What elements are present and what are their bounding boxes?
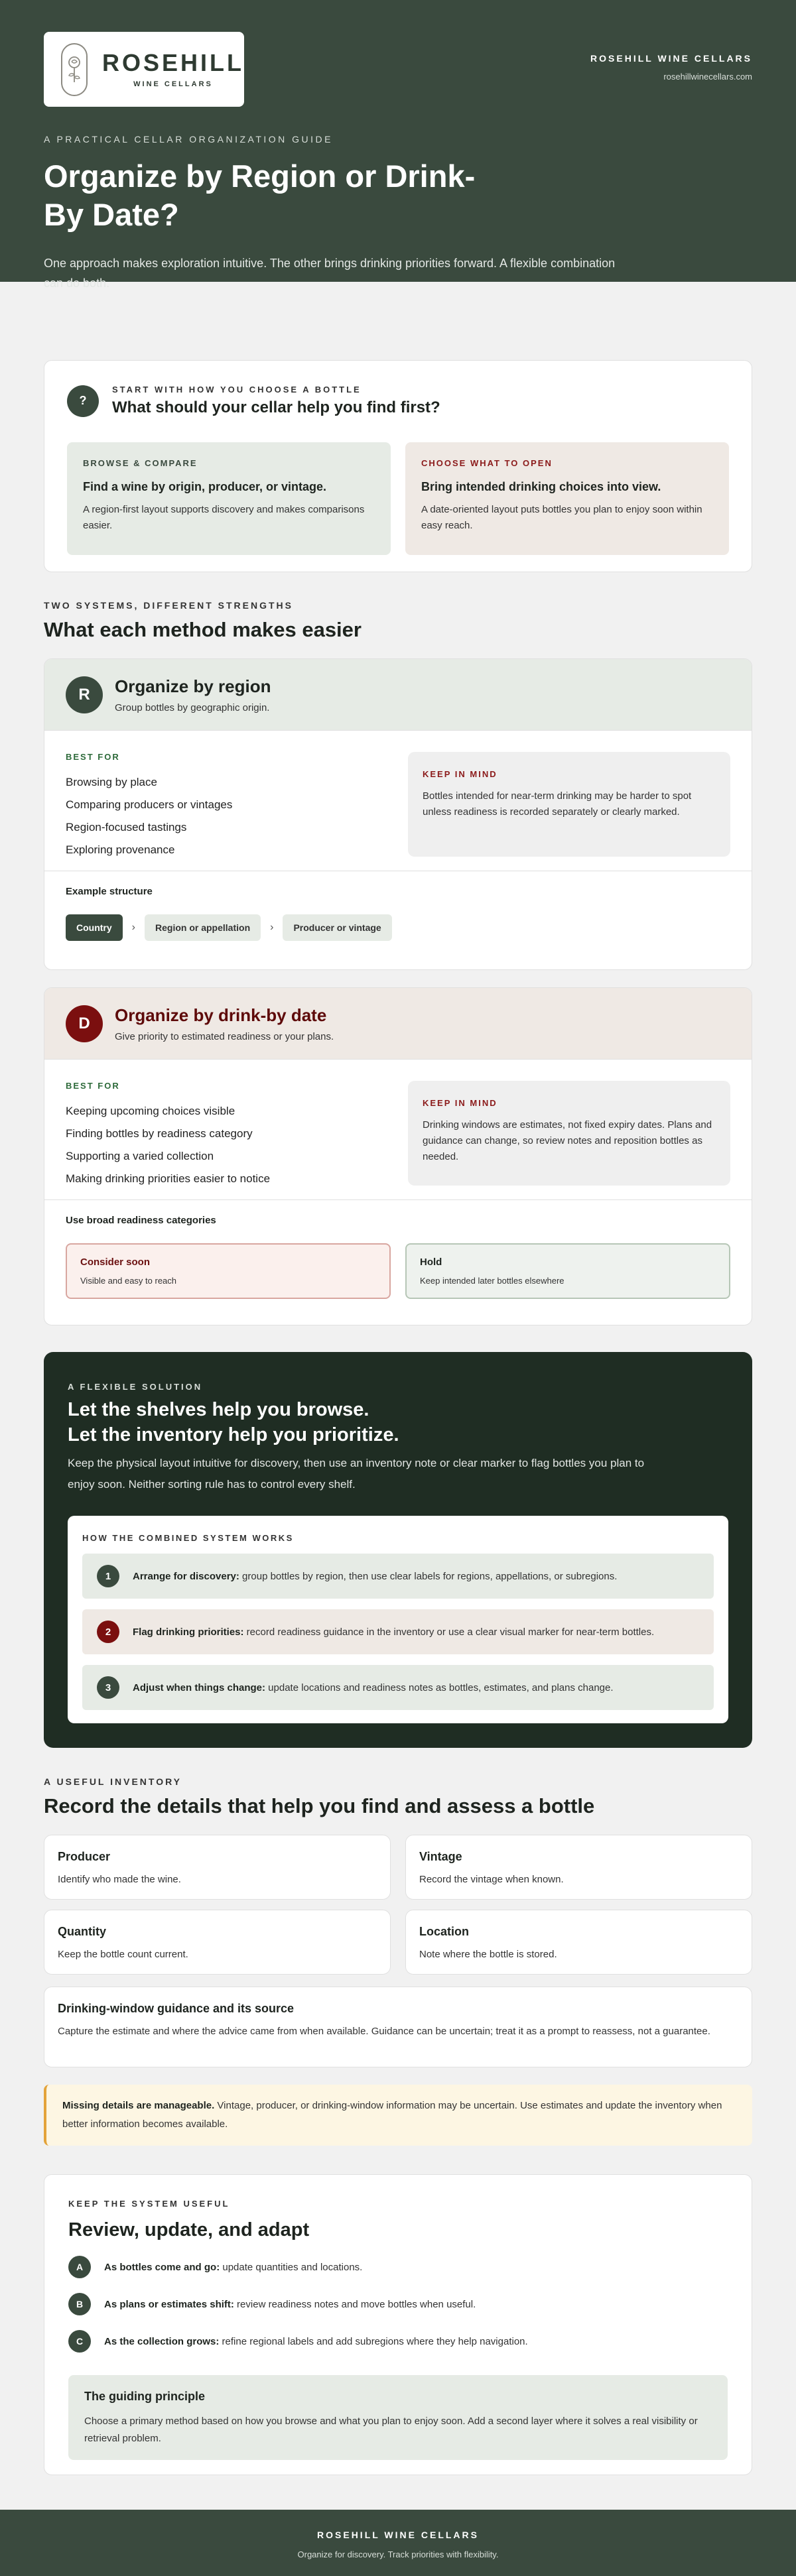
guide-title: The guiding principle [84,2390,205,2403]
field-title: Producer [58,1850,111,1863]
inventory-title: Record the details that help you find and assess a bottle [44,1794,595,1817]
method-title: Organize by drink-by date [115,1005,327,1025]
field-vintage [405,1835,752,1900]
chevron-right-icon: › [131,922,135,933]
drinkby-badge: D [66,1005,103,1042]
review-title: Review, update, and adapt [68,2219,310,2240]
chevron-right-icon: › [270,922,274,933]
rose-icon [61,43,88,96]
logo-name: ROSEHILL [101,48,244,76]
category-sub: Keep intended later bottles elsewhere [420,1276,564,1286]
intro-question: What should your cellar help you find first? [112,399,440,416]
review-item-text: refine regional labels and add subregions where they help navigation. [219,2335,528,2347]
chip-country: Country [66,914,123,941]
drinkby-method-card [44,987,752,1325]
review-card [44,2174,752,2475]
list-item: Comparing producers or vintages [66,798,233,811]
logo-subtitle: WINE CELLARS [133,80,213,88]
panel-title: Find a wine by origin, producer, or vintage. [83,480,327,493]
step-number: 3 [97,1676,119,1699]
field-text: Capture the estimate and where the advice came from when available. Guidance can be uncertain; treat it as a prompt to reassess, not a guarantee. [58,2026,710,2037]
field-location [405,1910,752,1975]
website-link[interactable]: rosehillwinecellars.com [663,72,752,82]
footer-tagline: Organize for discovery. Track priorities with flexibility. [297,2549,499,2559]
list-item: Finding bottles by readiness category [66,1127,253,1140]
combined-system-eyebrow: HOW THE COMBINED SYSTEM WORKS [82,1533,294,1543]
field-text: Keep the bottle count current. [58,1949,188,1960]
chip-producer: Producer or vintage [283,914,391,941]
note-text: Vintage, producer, or drinking-window information may be uncertain. Use estimates and update the inventory when better information becomes available. [62,2100,722,2130]
step-text: record readiness guidance in the inventory or use a clear visual marker for near-term bottles. [243,1626,655,1638]
review-item-text: update quantities and locations. [220,2261,363,2273]
chip-region: Region or appellation [145,914,261,941]
example-structure-label: Example structure [66,886,153,897]
flexible-title-line2: Let the inventory help you prioritize. [68,1424,399,1445]
hold-box [405,1243,730,1299]
browse-compare-panel [67,442,391,555]
step-number: 2 [97,1621,119,1643]
list-item: Browsing by place [66,776,157,788]
panel-text: A date-oriented layout puts bottles you plan to enjoy soon within easy reach. [421,504,702,531]
step-text: update locations and readiness notes as bottles, estimates, and plans change. [265,1682,614,1693]
note-title: Missing details are manageable. [62,2100,215,2111]
step-text: group bottles by region, then use clear labels for regions, appellations, or subregions. [239,1570,618,1582]
step-title: Adjust when things change: [133,1682,266,1693]
category-title: Hold [420,1257,442,1268]
region-badge: R [66,676,103,713]
best-for-label: BEST FOR [66,752,120,762]
panel-eyebrow: BROWSE & COMPARE [83,458,198,468]
field-producer [44,1835,391,1900]
flexible-title-line1: Let the shelves help you browse. [68,1399,369,1420]
method-subtitle: Group bottles by geographic origin. [115,702,270,713]
field-title: Vintage [419,1850,462,1863]
methods-eyebrow: TWO SYSTEMS, DIFFERENT STRENGTHS [44,600,294,611]
list-item: Exploring provenance [66,843,175,856]
region-method-card [44,658,752,970]
flexible-title [68,1397,399,1447]
inventory-eyebrow: A USEFUL INVENTORY [44,1776,182,1787]
consider-soon-box [66,1243,391,1299]
choose-open-panel [405,442,729,555]
footer [0,2510,796,2576]
hero-header [0,0,796,290]
brand-name: ROSEHILL WINE CELLARS [590,53,752,64]
step-item [82,1609,714,1654]
intro-eyebrow: START WITH HOW YOU CHOOSE A BOTTLE [112,385,362,395]
keep-in-mind-box [408,752,730,857]
panel-title: Bring intended drinking choices into view. [421,480,661,493]
field-text: Identify who made the wine. [58,1874,181,1885]
field-drinking-window [44,1987,752,2067]
flexible-description: Keep the physical layout intuitive for discovery, then use an inventory note or clear marker to flag bottles you plan to enjoy soon. Neither sorting rule has to control every shelf. [68,1457,645,1491]
methods-title: What each method makes easier [44,618,362,641]
list-item: Region-focused tastings [66,821,187,833]
keep-in-mind-text: Bottles intended for near-term drinking may be harder to spot unless readiness is recorded separately or clearly marked. [423,790,692,818]
readiness-label: Use broad readiness categories [66,1215,216,1226]
keep-in-mind-label: KEEP IN MIND [423,1098,498,1108]
review-badge: C [68,2330,91,2353]
field-text: Note where the bottle is stored. [419,1949,557,1960]
flexible-eyebrow: A FLEXIBLE SOLUTION [68,1382,203,1392]
review-eyebrow: KEEP THE SYSTEM USEFUL [68,2199,230,2209]
field-title: Drinking-window guidance and its source [58,2002,295,2015]
step-number: 1 [97,1565,119,1587]
keep-in-mind-label: KEEP IN MIND [423,769,498,779]
logo[interactable] [44,32,244,107]
question-icon: ? [67,385,99,417]
field-title: Location [419,1925,469,1938]
method-subtitle: Give priority to estimated readiness or your plans. [115,1030,334,1042]
review-item-text: review readiness notes and move bottles when useful. [233,2298,476,2310]
footer-brand: ROSEHILL WINE CELLARS [317,2530,479,2540]
guide-text: Choose a primary method based on how you browse and what you plan to enjoy soon. Add a second layer where it solves a real visibility or retrieval problem. [84,2416,698,2444]
step-item [82,1554,714,1599]
hero-description: One approach makes exploration intuitive. The other brings drinking priorities forward. A flexible combination can do both. [44,257,616,290]
step-item [82,1665,714,1710]
keep-in-mind-box [408,1081,730,1186]
method-title: Organize by region [115,676,271,696]
page-title: Organize by Region or Drink-By Date? [44,158,476,232]
field-quantity [44,1910,391,1975]
intro-card [44,360,752,572]
flexible-solution-section [44,1352,752,1748]
best-for-label: BEST FOR [66,1081,120,1091]
guiding-principle-box [68,2375,728,2460]
missing-details-note [44,2085,752,2146]
hero-eyebrow: A PRACTICAL CELLAR ORGANIZATION GUIDE [44,134,334,145]
list-item: Making drinking priorities easier to notice [66,1172,271,1185]
review-item-title: As plans or estimates shift: [104,2298,234,2310]
category-title: Consider soon [80,1257,151,1268]
list-item: Supporting a varied collection [66,1150,214,1162]
review-badge: A [68,2256,91,2278]
review-item-title: As bottles come and go: [104,2261,220,2273]
panel-text: A region-first layout supports discovery and makes comparisons easier. [83,504,365,531]
review-item [68,2256,728,2278]
review-item-title: As the collection grows: [104,2335,220,2347]
field-title: Quantity [58,1925,107,1938]
combined-system-card [68,1516,728,1723]
category-sub: Visible and easy to reach [80,1276,177,1286]
list-item: Keeping upcoming choices visible [66,1105,235,1117]
review-item [68,2330,728,2353]
keep-in-mind-text: Drinking windows are estimates, not fixed expiry dates. Plans and guidance can change, so review notes and reposition bottles as needed. [423,1119,712,1162]
field-text: Record the vintage when known. [419,1874,564,1885]
step-title: Arrange for discovery: [133,1570,239,1582]
review-badge: B [68,2293,91,2315]
step-title: Flag drinking priorities: [133,1626,244,1638]
review-item [68,2293,728,2315]
panel-eyebrow: CHOOSE WHAT TO OPEN [421,458,553,468]
